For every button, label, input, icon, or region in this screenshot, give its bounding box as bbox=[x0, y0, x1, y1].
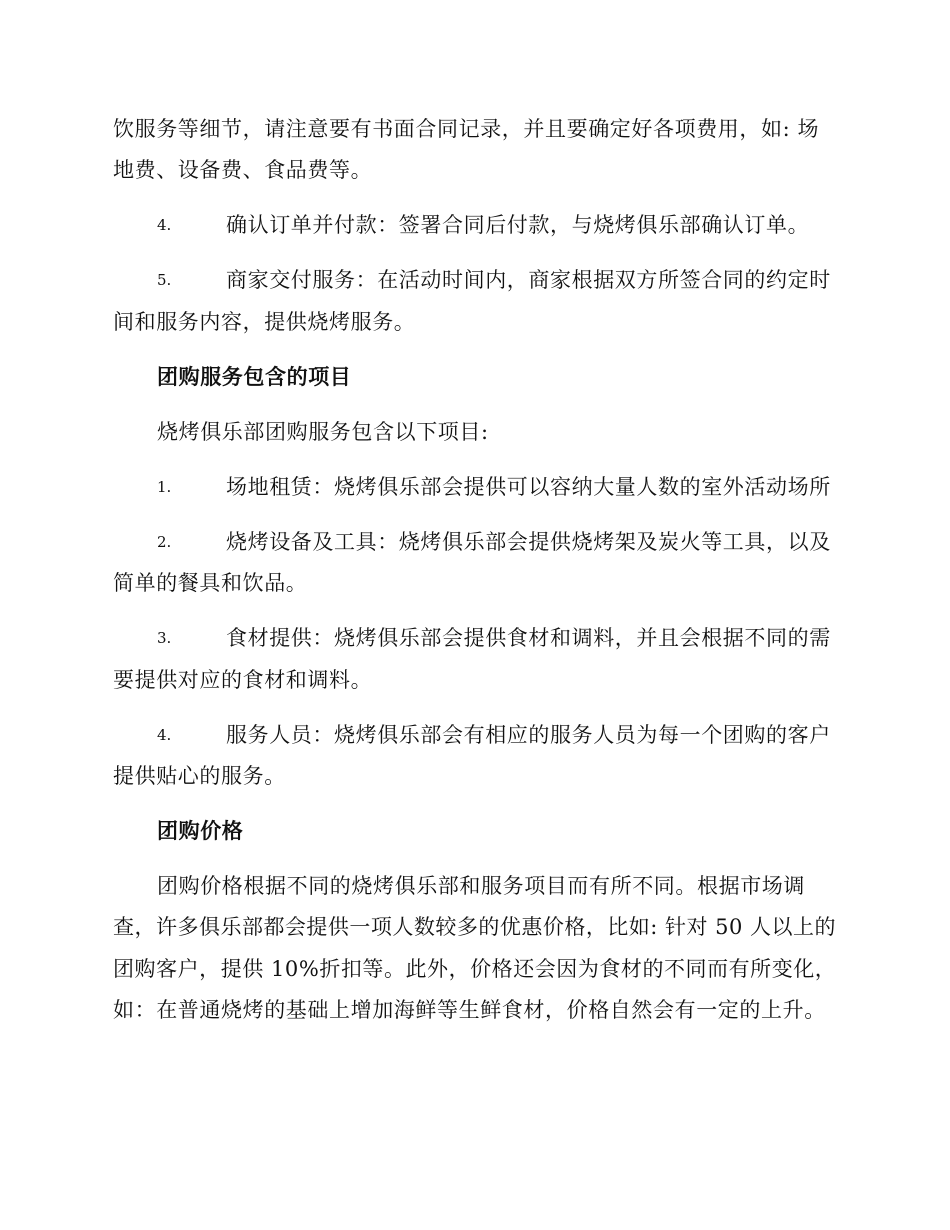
section-intro: 烧烤俱乐部团购服务包含以下项目: bbox=[157, 420, 489, 444]
item-text-continued: 提供贴心的服务。 bbox=[113, 764, 286, 788]
item-text: 场地租赁：烧烤俱乐部会提供可以容纳大量人数的室外活动场所 bbox=[226, 475, 831, 499]
item-number: 1. bbox=[157, 478, 172, 496]
item-number: 2. bbox=[157, 533, 172, 551]
step-text: 商家交付服务：在活动时间内，商家根据双方所签合同的约定时 bbox=[226, 268, 831, 292]
step-number: 4. bbox=[157, 216, 172, 234]
price-paragraph-line: 查，许多俱乐部都会提供一项人数较多的优惠价格，比如: 针对 50 人以上的 bbox=[113, 915, 837, 939]
item-text: 食材提供：烧烤俱乐部会提供食材和调料，并且会根据不同的需 bbox=[226, 626, 831, 650]
intro-line-1: 饮服务等细节，请注意要有书面合同记录，并且要确定好各项费用，如: 场 bbox=[113, 117, 820, 141]
price-paragraph-line: 团购价格根据不同的烧烤俱乐部和服务项目而有所不同。根据市场调 bbox=[157, 874, 805, 898]
section-heading-price: 团购价格 bbox=[157, 818, 244, 843]
section-heading-items: 团购服务包含的项目 bbox=[157, 364, 352, 389]
intro-line-2: 地费、设备费、食品费等。 bbox=[113, 158, 373, 182]
item-text: 烧烤设备及工具：烧烤俱乐部会提供烧烤架及炭火等工具，以及 bbox=[226, 530, 831, 554]
step-text: 确认订单并付款：签署合同后付款，与烧烤俱乐部确认订单。 bbox=[226, 213, 810, 237]
item-text-continued: 要提供对应的食材和调料。 bbox=[113, 668, 373, 692]
step-number: 5. bbox=[157, 271, 172, 289]
item-text-continued: 简单的餐具和饮品。 bbox=[113, 571, 308, 595]
step-text-continued: 间和服务内容，提供烧烤服务。 bbox=[113, 310, 416, 334]
price-paragraph-line: 团购客户，提供 10%折扣等。此外，价格还会因为食材的不同而有所变化， bbox=[113, 957, 837, 981]
item-text: 服务人员：烧烤俱乐部会有相应的服务人员为每一个团购的客户 bbox=[226, 723, 831, 747]
item-number: 4. bbox=[157, 726, 172, 744]
price-paragraph-line: 如：在普通烧烤的基础上增加海鲜等生鲜食材，价格自然会有一定的上升。 bbox=[113, 998, 826, 1022]
item-number: 3. bbox=[157, 629, 172, 647]
